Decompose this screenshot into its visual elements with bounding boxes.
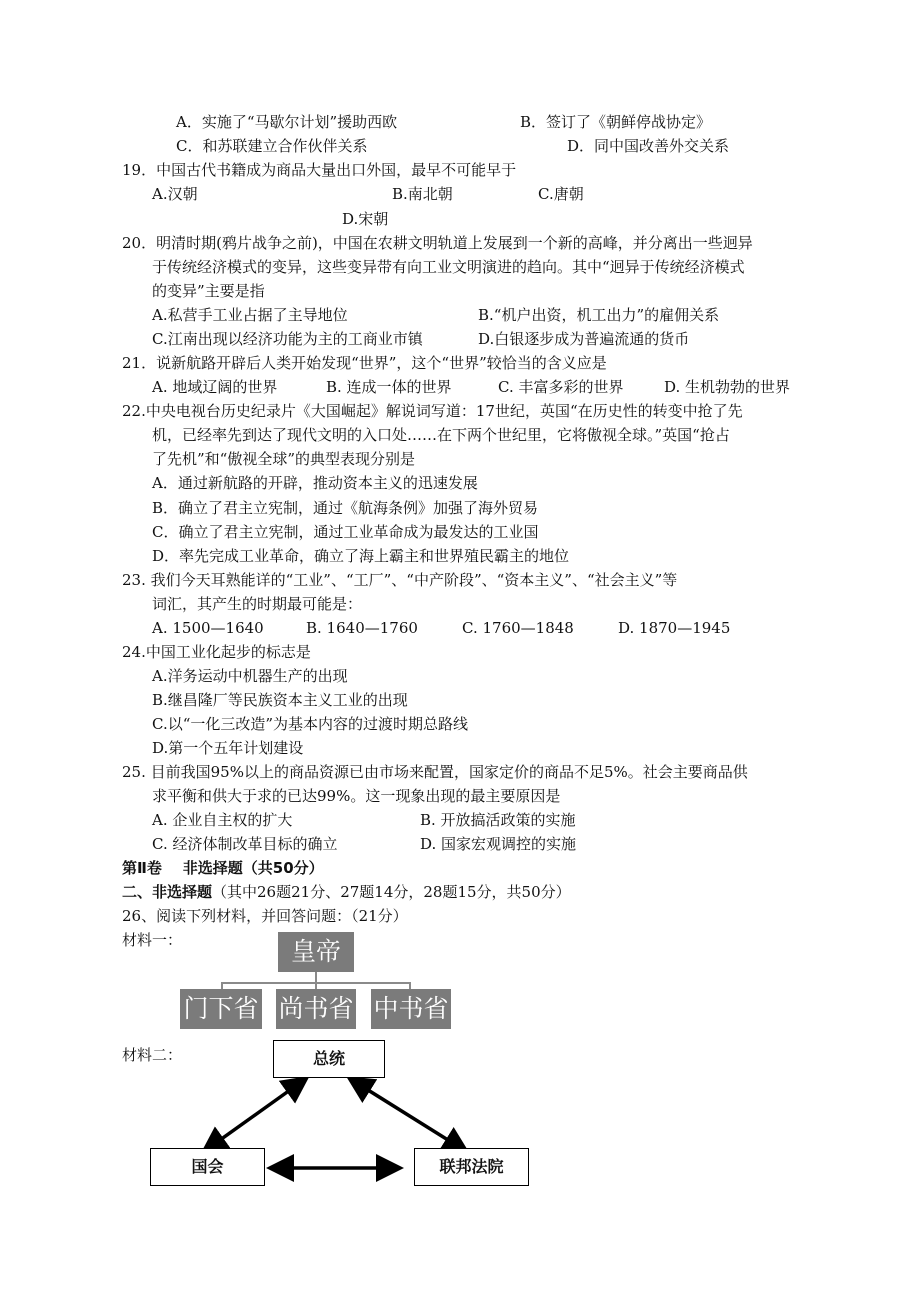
q20-stem-line2: 于传统经济模式的变异，这些变异带有向工业文明演进的趋向。其中“迥异于传统经济模式 (152, 258, 745, 276)
q22-option-a: A．通过新航路的开辟，推动资本主义的迅速发展 (152, 474, 478, 492)
q23-option-b: B. 1640—1760 (306, 619, 418, 637)
section-note: （其中26题21分、27题14分，28题15分，共50分） (212, 883, 571, 901)
q22-stem-line3: 了先机”和“傲视全球”的典型表现分别是 (152, 450, 416, 468)
diagram2-box-president: 总统 (273, 1040, 385, 1078)
q21-option-a: A. 地域辽阔的世界 (152, 378, 278, 396)
q24-stem: 24.中国工业化起步的标志是 (122, 643, 311, 661)
q20-option-a: A.私营手工业占据了主导地位 (152, 306, 348, 324)
q20-option-b: B.“机户出资，机工出力”的雇佣关系 (478, 306, 720, 324)
q23-option-a: A. 1500—1640 (152, 619, 264, 637)
q19-stem: 19．中国古代书籍成为商品大量出口外国，最早不可能早于 (122, 161, 517, 179)
q23-stem-line2: 词汇，其产生的时期最可能是： (152, 595, 363, 613)
q21-option-b: B. 连成一体的世界 (326, 378, 452, 396)
q21-option-c: C. 丰富多彩的世界 (498, 378, 624, 396)
q25-option-d: D. 国家宏观调控的实施 (420, 835, 577, 853)
q21-option-d: D. 生机勃勃的世界 (664, 378, 791, 396)
q21-stem: 21．说新航路开辟后人类开始发现“世界”，这个“世界”较恰当的含义应是 (122, 354, 607, 372)
diagram2-box-congress: 国会 (150, 1148, 265, 1186)
q25-option-c: C. 经济体制改革目标的确立 (152, 835, 338, 853)
diagram1-child-menxia: 门下省 (180, 989, 262, 1029)
material2-label: 材料二： (122, 1046, 183, 1064)
q22-option-c: C．确立了君主立宪制，通过工业革命成为最发达的工业国 (152, 523, 539, 541)
q18-option-c: C．和苏联建立合作伙伴关系 (176, 137, 368, 155)
q20-option-c: C.江南出现以经济功能为主的工商业市镇 (152, 330, 423, 348)
q24-option-c: C.以“一化三改造”为基本内容的过渡时期总路线 (152, 715, 469, 733)
q22-option-b: B．确立了君主立宪制，通过《航海条例》加强了海外贸易 (152, 499, 539, 517)
q20-option-d: D.白银逐步成为普遍流通的货币 (478, 330, 690, 348)
part2-title: 第Ⅱ卷 非选择题（共50分） (122, 859, 324, 877)
q24-option-d: D.第一个五年计划建设 (152, 739, 304, 757)
arrow-president-court (352, 1080, 464, 1150)
q22-option-d: D．率先完成工业革命，确立了海上霸主和世界殖民霸主的地位 (152, 547, 570, 565)
section-heading: 二、非选择题 (122, 883, 213, 901)
q18-option-a: A．实施了“马歇尔计划”援助西欧 (176, 113, 398, 131)
arrow-president-congress (206, 1080, 304, 1150)
q19-option-c: C.唐朝 (538, 185, 584, 203)
q20-stem-line1: 20．明清时期(鸦片战争之前)，中国在农耕文明轨道上发展到一个新的高峰，并分离出一些迥异 (122, 234, 753, 252)
diagram1-child-shangshu: 尚书省 (276, 989, 356, 1029)
q25-option-b: B. 开放搞活政策的实施 (420, 811, 576, 829)
diagram1-child-zhongshu: 中书省 (371, 989, 451, 1029)
material1-label: 材料一： (122, 931, 183, 949)
q19-option-a: A.汉朝 (152, 185, 198, 203)
q24-option-b: B.继昌隆厂等民族资本主义工业的出现 (152, 691, 408, 709)
q19-option-b: B.南北朝 (392, 185, 453, 203)
q19-option-d: D.宋朝 (342, 210, 389, 228)
q23-stem-line1: 23. 我们今天耳熟能详的“工业”、“工厂”、“中产阶段”、“资本主义”、“社会主义”等 (122, 571, 678, 589)
q23-option-c: C. 1760—1848 (462, 619, 574, 637)
diagram2-box-court: 联邦法院 (414, 1148, 529, 1186)
q18-option-b: B．签订了《朝鲜停战协定》 (520, 113, 712, 131)
q23-option-d: D. 1870—1945 (618, 619, 731, 637)
q22-stem-line2: 机，已经率先到达了现代文明的入口处……在下两个世纪里，它将傲视全球。”英国“抢占 (152, 426, 730, 444)
q20-stem-line3: 的变异”主要是指 (152, 282, 265, 300)
q18-option-d: D．同中国改善外交关系 (567, 137, 730, 155)
diagram1-root-emperor: 皇帝 (278, 932, 354, 972)
q26-stem: 26、阅读下列材料，并回答问题：（21分） (122, 907, 408, 925)
q25-stem-line1: 25. 目前我国95%以上的商品资源已由市场来配置，国家定价的商品不足5%。社会主要商品供 (122, 763, 748, 781)
q25-option-a: A. 企业自主权的扩大 (152, 811, 293, 829)
q25-stem-line2: 求平衡和供大于求的已达99%。这一现象出现的最主要原因是 (152, 787, 561, 805)
q24-option-a: A.洋务运动中机器生产的出现 (152, 667, 348, 685)
q22-stem-line1: 22.中央电视台历史纪录片《大国崛起》解说词写道：17世纪，英国“在历史性的转变中抢了先 (122, 402, 743, 420)
